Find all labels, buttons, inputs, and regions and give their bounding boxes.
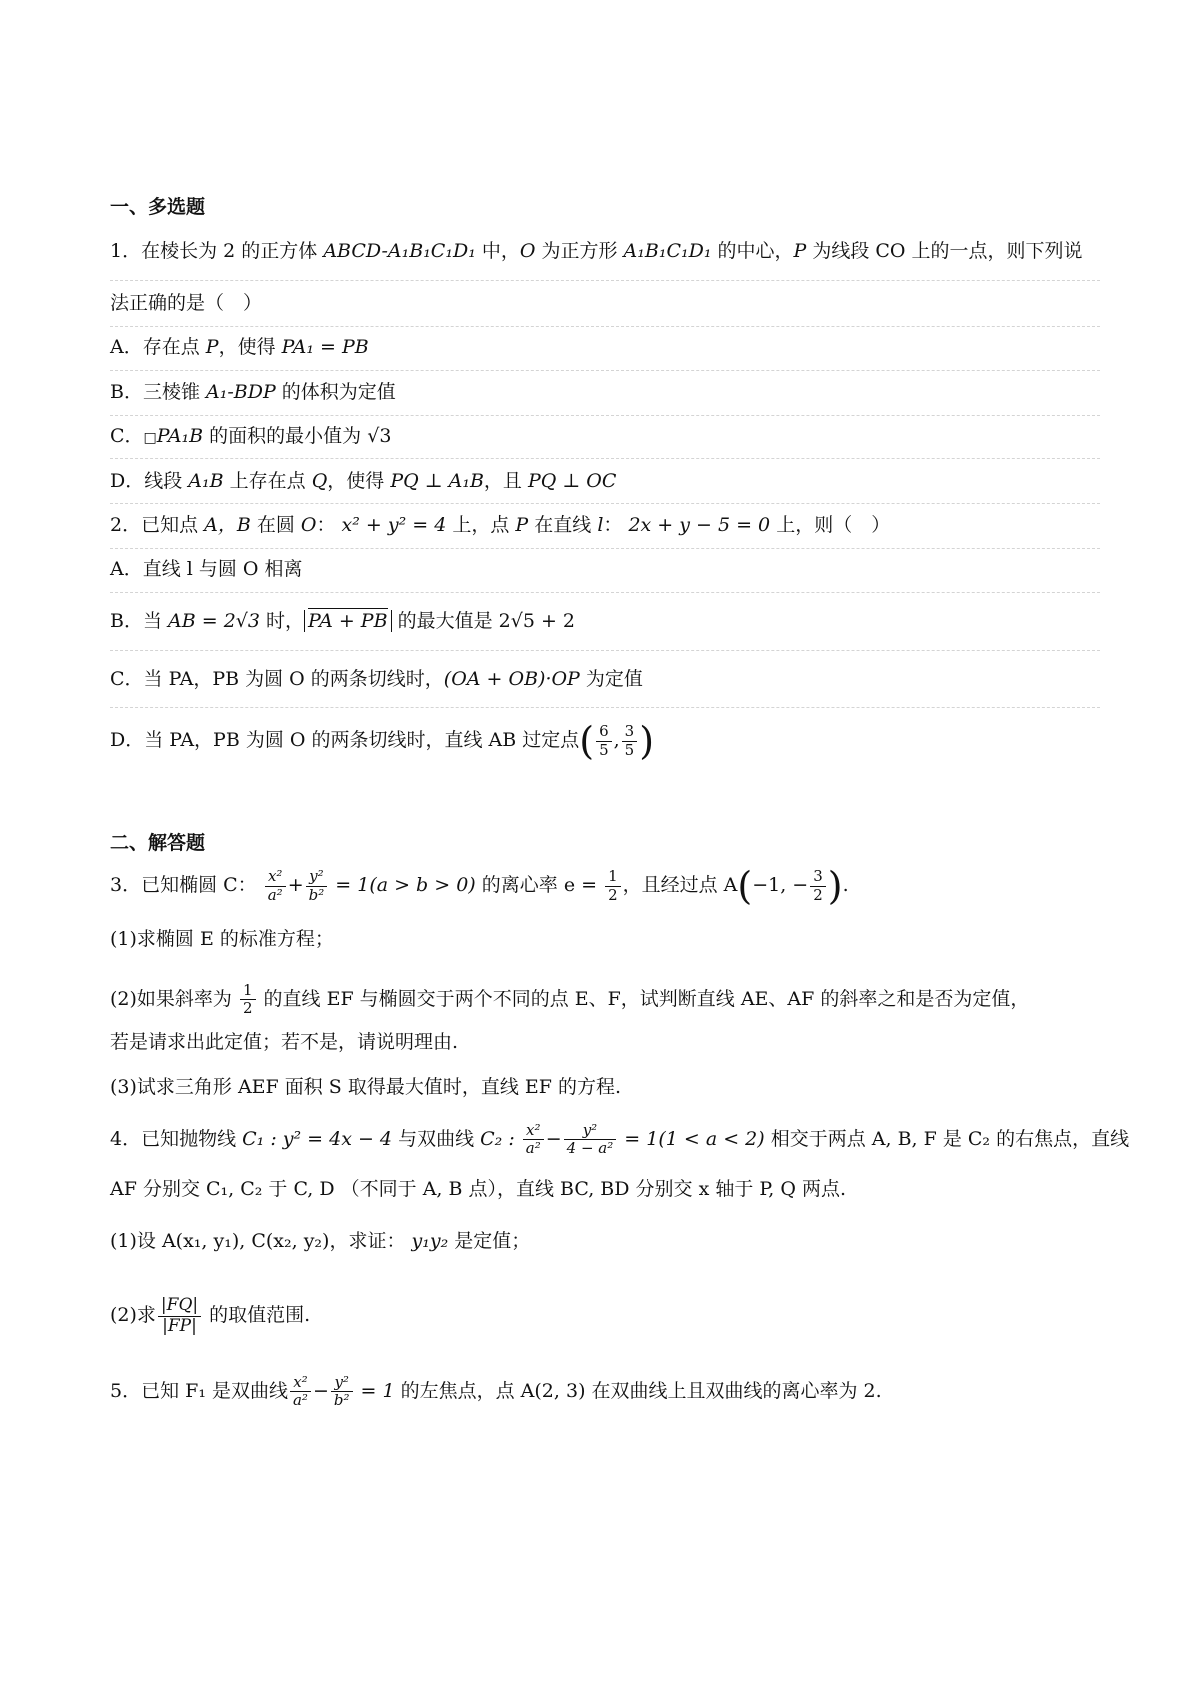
numerator: |FQ| xyxy=(158,1296,201,1317)
stem-text: 的左焦点，点 A(2, 3) 在双曲线上且双曲线的离心率为 2. xyxy=(394,1379,882,1402)
math-expr: PQ ⊥ OC xyxy=(527,470,617,492)
math-expr: = 1(1 < a < 2) xyxy=(618,1127,765,1150)
option-text: 上存在点 xyxy=(223,470,312,492)
denominator: a² xyxy=(525,1139,541,1158)
q2-option-c xyxy=(110,670,643,689)
stem-text: 在直线 xyxy=(528,514,598,536)
point-o: O xyxy=(519,240,536,262)
math-expr: A₁-BDP xyxy=(206,381,276,403)
question-4-stem-cont: AF 分别交 C₁, C₂ 于 C, D （不同于 A, B 点），直线 BC, BD 分别交 x 轴于 P, Q 两点. xyxy=(110,1178,847,1200)
option-text: B．三棱锥 xyxy=(110,381,207,403)
question-2-stem xyxy=(110,516,890,535)
question-5-stem: 5．已知 F₁ 是双曲线 $\frac{\text{x²}}{\text{a²}}$ − $\frac{\text{y²}}{\text{b²}}$ = 1 的左焦点，点 A(2, 3) 在双曲线上且双曲线的离心率为 2. xyxy=(110,1373,882,1410)
option-text: A．存在点 xyxy=(110,336,206,358)
stem-text: 为线段 CO 上的一点，则下列说 xyxy=(806,240,1083,262)
stem-text: 在棱长为 2 的正方体 xyxy=(141,240,324,262)
numerator: 3 xyxy=(810,868,826,886)
q4-part-2 xyxy=(110,1296,310,1336)
stem-text: 的中心， xyxy=(711,240,794,262)
denominator: 2 xyxy=(242,999,253,1018)
cube-name: ABCD-A₁B₁C₁D₁ xyxy=(323,240,476,262)
divider xyxy=(110,650,1100,651)
stem-text: 在圆 xyxy=(250,514,301,536)
divider xyxy=(110,548,1100,549)
math-expr: C₁ : y² = 4x − 4 xyxy=(242,1127,393,1150)
option-text: ，使得 xyxy=(218,336,282,358)
math-expr: 2√5 + 2 xyxy=(498,610,576,632)
option-text: D．线段 xyxy=(110,470,189,492)
stem-text: 上，则（ ） xyxy=(770,514,891,536)
math-expr: PA₁B xyxy=(156,425,204,447)
part-text: 的直线 EF 与椭圆交于两个不同的点 E、F，试判断直线 AE、AF 的斜率之和是否为定值， xyxy=(257,987,1030,1010)
fraction xyxy=(622,723,638,759)
fraction xyxy=(605,868,621,904)
math-expr: A，B xyxy=(204,514,251,536)
numerator: y² xyxy=(331,1374,353,1392)
math-expr: P xyxy=(515,514,529,536)
stem-text: . xyxy=(842,874,849,896)
denominator: a² xyxy=(292,1391,308,1410)
fraction xyxy=(810,868,826,904)
point-p: P xyxy=(793,240,807,262)
section-heading-multiple-choice: 一、多选题 xyxy=(110,196,206,218)
stem-text: 已知点 xyxy=(141,514,205,536)
part-text: (2)如果斜率为 xyxy=(110,987,238,1010)
question-number: 5． xyxy=(110,1379,142,1402)
numerator: y² xyxy=(306,868,328,886)
fraction xyxy=(290,1374,311,1410)
divider xyxy=(110,592,1100,593)
question-number: 4． xyxy=(110,1127,142,1150)
missing-glyph-box: □ xyxy=(143,430,157,446)
paren-left: ( xyxy=(737,864,753,908)
q3-part-2 xyxy=(110,982,1029,1018)
option-text: C．当 PA，PB 为圆 O 的两条切线时， xyxy=(110,668,444,690)
option-text: ，且 xyxy=(483,470,528,492)
part-text: 是定值； xyxy=(448,1230,531,1252)
math-expr: √3 xyxy=(367,425,392,447)
stem-text: 中， xyxy=(475,240,520,262)
stem-text: 已知抛物线 xyxy=(141,1127,243,1150)
math-expr: l xyxy=(597,514,604,536)
q3-part-1: (1)求椭圆 E 的标准方程； xyxy=(110,928,334,950)
denominator: a² xyxy=(267,885,283,904)
math-expr: A₁B xyxy=(188,470,224,492)
paren-left: ( xyxy=(579,719,595,763)
math-expr: O xyxy=(300,514,317,536)
stem-text: 与双曲线 xyxy=(392,1127,481,1150)
q3-part-2-cont: 若是请求出此定值；若不是，请说明理由. xyxy=(110,1031,459,1053)
fraction xyxy=(523,1122,544,1158)
denominator: 2 xyxy=(608,885,618,904)
option-text: D．当 PA，PB 为圆 O 的两条切线时，直线 AB 过定点 xyxy=(110,729,580,751)
stem-text: 上，点 xyxy=(446,514,516,536)
option-text: 时， xyxy=(259,610,305,632)
math-expr: PQ ⊥ A₁B xyxy=(390,470,484,492)
question-number: 3． xyxy=(110,874,142,896)
numerator: 6 xyxy=(596,723,612,741)
question-number: 2． xyxy=(110,514,142,536)
q2-option-b xyxy=(110,612,575,631)
fraction xyxy=(596,723,612,759)
stem-text: 相交于两点 A, B, F 是 C₂ 的右焦点，直线 xyxy=(764,1127,1130,1150)
denominator: 5 xyxy=(599,740,609,759)
section-heading-solution: 二、解答题 xyxy=(110,832,206,854)
math-expr: y₁y₂ xyxy=(411,1230,449,1252)
part-text: (2)求 xyxy=(110,1304,156,1327)
fraction xyxy=(265,868,286,904)
q4-part-1 xyxy=(110,1232,530,1251)
option-text: 的面积的最小值为 xyxy=(203,425,368,447)
q3-part-3: (3)试求三角形 AEF 面积 S 取得最大值时，直线 EF 的方程. xyxy=(110,1076,622,1098)
point-q: Q xyxy=(311,470,328,492)
question-1-stem-cont: 法正确的是（ ） xyxy=(110,292,263,314)
option-text: ，使得 xyxy=(327,470,391,492)
q1-option-c xyxy=(110,427,391,446)
part-text: (1)设 A(x₁, y₁), C(x₂, y₂)，求证： xyxy=(110,1230,412,1252)
q2-option-a: A．直线 l 与圆 O 相离 xyxy=(110,558,303,580)
math-expr: (OA + OB)·OP xyxy=(443,668,580,690)
question-number: 1． xyxy=(110,240,142,262)
option-text: 的体积为定值 xyxy=(275,381,396,403)
stem-text: ： xyxy=(603,514,629,536)
denominator: 5 xyxy=(624,740,635,759)
square-name: A₁B₁C₁D₁ xyxy=(623,240,712,262)
divider xyxy=(110,707,1100,708)
stem-text: 已知 F₁ 是双曲线 xyxy=(141,1379,288,1402)
numerator: 3 xyxy=(622,723,638,741)
divider xyxy=(110,503,1100,504)
denominator: 2 xyxy=(813,885,823,904)
stem-text: 的离心率 e = xyxy=(475,874,604,896)
part-text: 的取值范围. xyxy=(203,1304,311,1327)
paren-right: ) xyxy=(827,864,843,908)
math-expr: −1, − xyxy=(752,874,809,896)
point-p: P xyxy=(205,336,219,358)
stem-text: 已知椭圆 C： xyxy=(141,874,263,896)
question-1-stem xyxy=(110,242,1083,261)
numerator: x² xyxy=(265,868,286,886)
denominator: b² xyxy=(333,1391,350,1410)
fraction xyxy=(306,868,328,904)
question-4-stem: 4．已知抛物线 C₁ : y² = 4x − 4 与双曲线 C₂ : $\frac{\text{x²}}{\text{a²}}$ − $\frac{\text{y²}}{\text{4 − a²}}$ = 1(1 < a < 2) 相交于两点 A, B, F 是 C₂ 的右焦点，直线 xyxy=(110,1121,1130,1158)
numerator: y² xyxy=(564,1122,617,1140)
numerator: 1 xyxy=(240,982,256,1000)
option-text: B．当 xyxy=(110,610,169,632)
fraction xyxy=(158,1296,201,1336)
fraction xyxy=(564,1122,617,1158)
vector-sum-abs xyxy=(304,610,392,632)
math-expr: 2x + y − 5 = 0 xyxy=(628,514,771,536)
q2-option-d: D．当 PA，PB 为圆 O 的两条切线时，直线 AB 过定点( $\frac{6}{5}$ , $\frac{3}{5}$ ) xyxy=(110,719,655,763)
denominator: b² xyxy=(308,885,325,904)
numerator: x² xyxy=(290,1374,311,1392)
divider xyxy=(110,415,1100,416)
math-expr: = 1 xyxy=(354,1379,395,1402)
numerator: x² xyxy=(523,1122,544,1140)
math-expr: PA + PB xyxy=(308,610,388,632)
paren-right: ) xyxy=(639,719,655,763)
q1-option-b xyxy=(110,383,396,402)
fraction xyxy=(240,982,256,1018)
stem-text: ，且经过点 A xyxy=(622,874,738,896)
denominator: 4 − a² xyxy=(566,1139,614,1158)
q1-option-a xyxy=(110,338,369,357)
fraction xyxy=(331,1374,353,1410)
question-3-stem: 3．已知椭圆 C： $\frac{\text{x²}}{\text{a²}}$ + $\frac{\text{y²}}{\text{b²}}$ = 1(a > b > 0) 的离心率 e = $\frac{1}{2}$ ，且经过点 A(−1, − $\frac{3}{2}$ ). xyxy=(110,864,849,908)
math-expr: PA₁ = PB xyxy=(281,336,369,358)
stem-text: ： xyxy=(316,514,342,536)
option-text: C． xyxy=(110,425,144,447)
math-expr: AB = 2√3 xyxy=(168,610,260,632)
math-expr: C₂ : xyxy=(480,1127,521,1150)
divider xyxy=(110,370,1100,371)
denominator: |FP| xyxy=(162,1315,197,1336)
stem-text: 为正方形 xyxy=(535,240,624,262)
q1-option-d xyxy=(110,472,616,491)
option-text: 为定值 xyxy=(579,668,643,690)
divider xyxy=(110,326,1100,327)
divider xyxy=(110,458,1100,459)
numerator: 1 xyxy=(605,868,621,886)
divider xyxy=(110,280,1100,281)
math-expr: x² + y² = 4 xyxy=(341,514,447,536)
math-expr: = 1(a > b > 0) xyxy=(329,874,476,896)
option-text: 的最大值是 xyxy=(391,610,499,632)
